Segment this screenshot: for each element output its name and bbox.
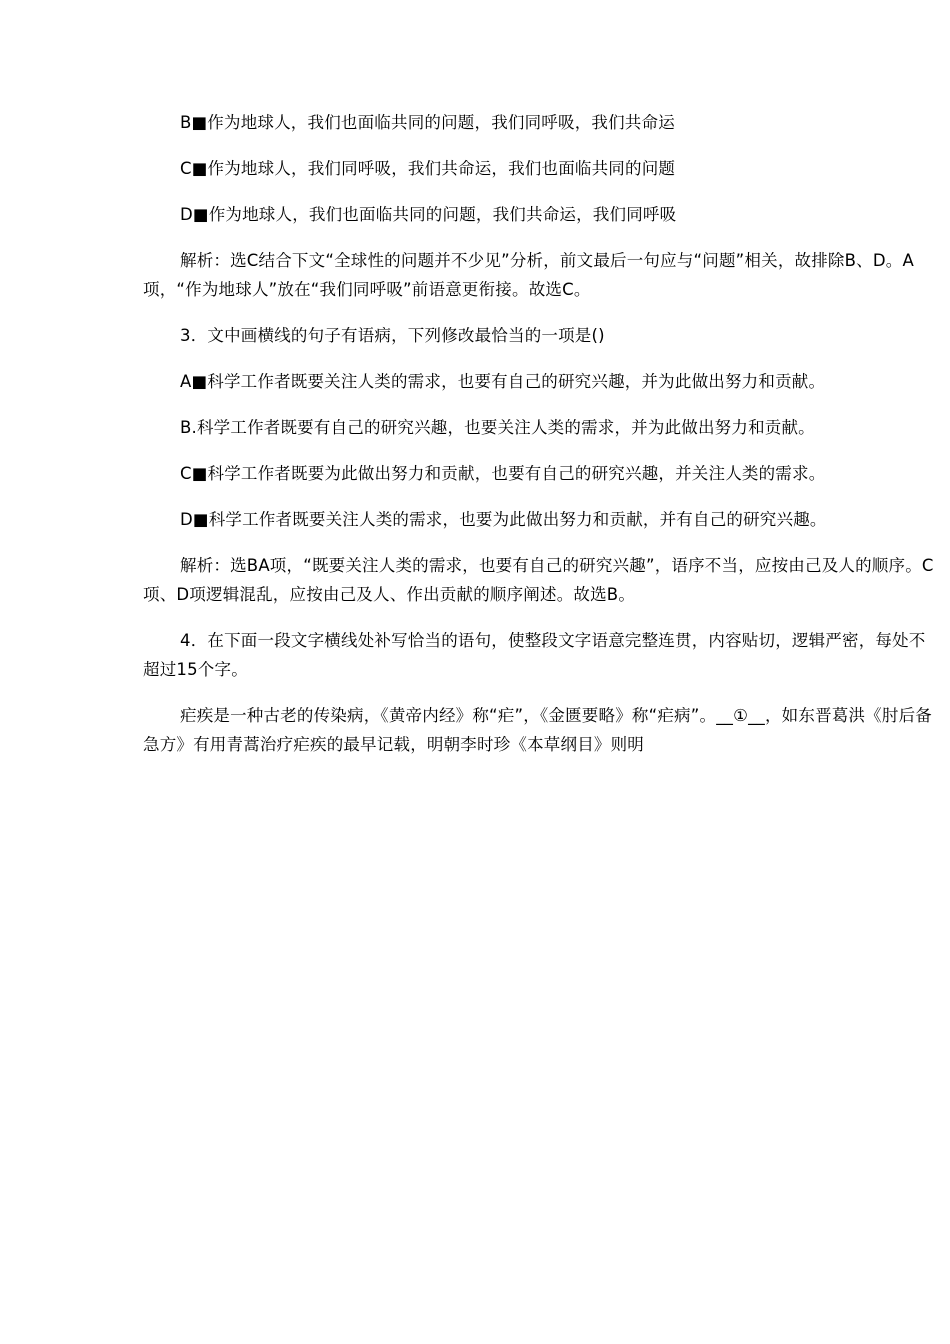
q3-option-c: C■科学工作者既要为此做出努力和贡献，也要有自己的研究兴趣，并关注人类的需求。 <box>180 464 826 483</box>
q3-analysis: 解析：选BA项，“既要关注人类的需求，也要有自己的研究兴趣”，语序不当，应按由己及人的顺序。C项、D项逻辑混乱，应按由己及人、作出贡献的顺序阐述。故选B。 <box>143 556 934 604</box>
q4-question: 4．在下面一段文字横线处补写恰当的语句，使整段文字语意完整连贯，内容贴切，逻辑严密，每处不超过15个字。 <box>143 631 926 679</box>
q2-analysis: 解析：选C结合下文“全球性的问题并不少见”分析，前文最后一句应与“问题”相关，故排除B、D。A项，“作为地球人”放在“我们同呼吸”前语意更衔接。故选C。 <box>143 251 914 299</box>
q3-question: 3．文中画横线的句子有语病，下列修改最恰当的一项是() <box>180 326 605 345</box>
q4-passage: 疟疾是一种古老的传染病，《黄帝内经》称“疟”，《金匮要略》称“疟病”。__①__，如东晋葛洪《肘后备急方》有用青蒿治疗疟疾的最早记载，明朝李时珍《本草纲目》则明 <box>143 706 932 754</box>
q3-option-a: A■科学工作者既要关注人类的需求，也要有自己的研究兴趣，并为此做出努力和贡献。 <box>180 372 826 391</box>
q2-option-b: B■作为地球人，我们也面临共同的问题，我们同呼吸，我们共命运 <box>180 113 675 132</box>
q2-option-c: C■作为地球人，我们同呼吸，我们共命运，我们也面临共同的问题 <box>180 159 676 178</box>
q3-option-b: B.科学工作者既要有自己的研究兴趣，也要关注人类的需求，并为此做出努力和贡献。 <box>180 418 815 437</box>
q3-option-d: D■科学工作者既要关注人类的需求，也要为此做出努力和贡献，并有自己的研究兴趣。 <box>180 510 827 529</box>
q2-option-d: D■作为地球人，我们也面临共同的问题，我们共命运，我们同呼吸 <box>180 205 677 224</box>
document-page <box>143 108 938 759</box>
